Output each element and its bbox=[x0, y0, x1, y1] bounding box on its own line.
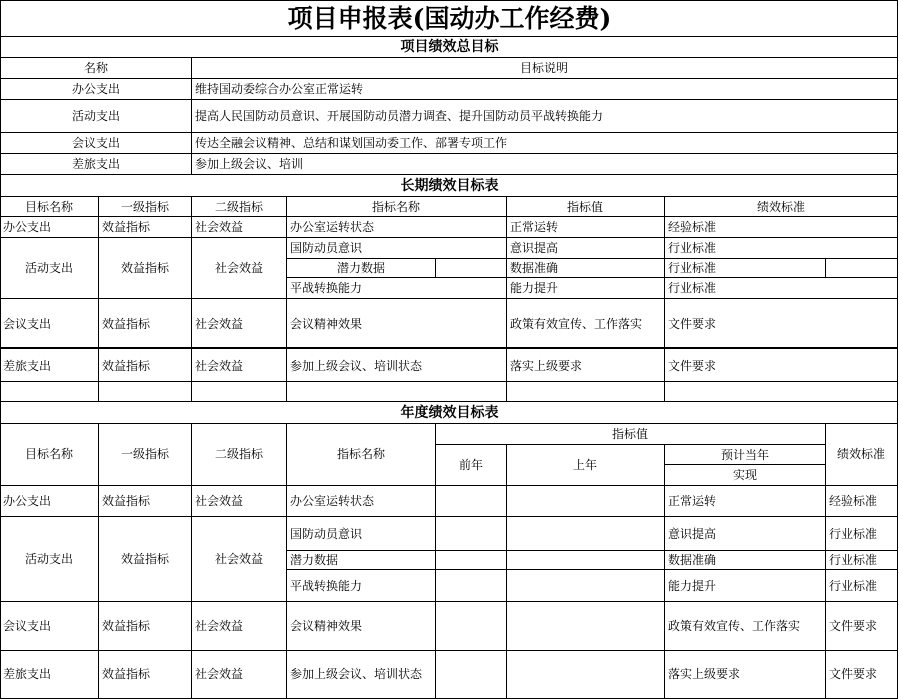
column-header: 绩效标准 bbox=[836, 447, 886, 461]
column-header: 实现 bbox=[732, 468, 758, 482]
table-cell: 行业标准 bbox=[668, 261, 717, 275]
table-cell: 数据准确 bbox=[510, 261, 559, 275]
table-cell: 办公支出 bbox=[3, 220, 52, 234]
column-header: 二级指标 bbox=[214, 447, 264, 461]
table-cell: 经验标准 bbox=[829, 494, 878, 508]
table-cell: 会议支出 bbox=[71, 136, 121, 150]
table-cell: 意识提高 bbox=[668, 527, 717, 541]
column-header: 指标值 bbox=[611, 427, 649, 441]
table-cell: 潜力数据 bbox=[290, 553, 339, 567]
table-cell: 国防动员意识 bbox=[290, 241, 363, 255]
table-cell: 平战转换能力 bbox=[290, 579, 363, 593]
table-cell: 效益指标 bbox=[120, 552, 170, 566]
section-title-annual: 年度绩效目标表 bbox=[400, 405, 499, 421]
table-cell: 能力提升 bbox=[668, 579, 717, 593]
table-cell: 政策有效宣传、工作落实 bbox=[510, 317, 643, 331]
table-cell: 社会效益 bbox=[195, 317, 244, 331]
column-header: 二级指标 bbox=[214, 200, 264, 214]
table-cell: 活动支出 bbox=[24, 552, 74, 566]
column-header: 目标名称 bbox=[24, 200, 74, 214]
section-title-overall: 项目绩效总目标 bbox=[400, 39, 499, 55]
table-cell: 政策有效宣传、工作落实 bbox=[668, 619, 801, 633]
table-cell: 办公室运转状态 bbox=[290, 220, 375, 234]
table-cell: 社会效益 bbox=[214, 261, 264, 275]
table-cell: 国防动员意识 bbox=[290, 527, 363, 541]
column-header: 前年 bbox=[458, 458, 484, 472]
table-cell: 数据准确 bbox=[668, 553, 717, 567]
column-header: 预计当年 bbox=[720, 448, 770, 462]
table-cell: 维持国动委综合办公室正常运转 bbox=[195, 82, 364, 96]
table-cell: 差旅支出 bbox=[3, 359, 52, 373]
table-cell: 社会效益 bbox=[195, 220, 244, 234]
table-cell: 行业标准 bbox=[668, 241, 717, 255]
table-cell: 提高人民国防动员意识、开展国防动员潜力调查、提升国防动员平战转换能力 bbox=[195, 109, 604, 123]
column-header: 一级指标 bbox=[120, 447, 170, 461]
column-header: 一级指标 bbox=[120, 200, 170, 214]
table-cell: 会议精神效果 bbox=[290, 619, 363, 633]
table-cell: 差旅支出 bbox=[71, 157, 121, 171]
table-cell: 参加上级会议、培训状态 bbox=[290, 667, 423, 681]
table-cell: 会议精神效果 bbox=[290, 317, 363, 331]
table-cell: 经验标准 bbox=[668, 220, 717, 234]
page-title: 项目申报表(国动办工作经费) bbox=[287, 4, 612, 33]
table-cell: 落实上级要求 bbox=[668, 667, 741, 681]
table-cell: 文件要求 bbox=[668, 317, 717, 331]
column-header: 目标说明 bbox=[519, 61, 569, 75]
table-cell: 办公室运转状态 bbox=[290, 494, 375, 508]
table-cell: 效益指标 bbox=[102, 317, 151, 331]
table-cell: 活动支出 bbox=[71, 109, 121, 123]
table-cell: 效益指标 bbox=[120, 261, 170, 275]
table-cell: 行业标准 bbox=[829, 553, 878, 567]
table-cell: 行业标准 bbox=[829, 527, 878, 541]
table-cell: 能力提升 bbox=[510, 281, 559, 295]
column-header: 指标名称 bbox=[371, 200, 421, 214]
table-cell: 会议支出 bbox=[3, 619, 52, 633]
column-header: 目标名称 bbox=[24, 447, 74, 461]
table-cell: 行业标准 bbox=[668, 281, 717, 295]
table-cell: 差旅支出 bbox=[3, 667, 52, 681]
table-cell: 正常运转 bbox=[510, 220, 559, 234]
table-cell: 平战转换能力 bbox=[290, 281, 363, 295]
table-cell: 社会效益 bbox=[195, 619, 244, 633]
column-header: 名称 bbox=[83, 61, 109, 75]
table-cell: 社会效益 bbox=[195, 494, 244, 508]
table-cell: 参加上级会议、培训状态 bbox=[290, 359, 423, 373]
table-cell: 办公支出 bbox=[3, 494, 52, 508]
table-cell: 效益指标 bbox=[102, 667, 151, 681]
table-cell: 潜力数据 bbox=[336, 261, 386, 275]
table-cell: 社会效益 bbox=[195, 667, 244, 681]
column-header: 绩效标准 bbox=[756, 200, 806, 214]
table-cell: 办公支出 bbox=[71, 82, 121, 96]
table-cell: 活动支出 bbox=[24, 261, 74, 275]
table-cell: 文件要求 bbox=[829, 667, 878, 681]
column-header: 指标值 bbox=[566, 200, 604, 214]
table-cell: 效益指标 bbox=[102, 220, 151, 234]
table-cell: 行业标准 bbox=[829, 579, 878, 593]
table-cell: 社会效益 bbox=[214, 552, 264, 566]
table-cell: 文件要求 bbox=[668, 359, 717, 373]
table-cell: 社会效益 bbox=[195, 359, 244, 373]
table-cell: 文件要求 bbox=[829, 619, 878, 633]
table-cell: 参加上级会议、培训 bbox=[195, 157, 304, 171]
column-header: 上年 bbox=[572, 458, 598, 472]
table-cell: 意识提高 bbox=[510, 241, 559, 255]
column-header: 指标名称 bbox=[336, 447, 386, 461]
table-cell: 效益指标 bbox=[102, 619, 151, 633]
table-cell: 效益指标 bbox=[102, 359, 151, 373]
table-cell: 效益指标 bbox=[102, 494, 151, 508]
table-cell: 会议支出 bbox=[3, 317, 52, 331]
section-title-long: 长期绩效目标表 bbox=[400, 178, 499, 194]
table-cell: 落实上级要求 bbox=[510, 359, 583, 373]
table-cell: 传达全融会议精神、总结和谋划国动委工作、部署专项工作 bbox=[195, 136, 508, 150]
table-cell: 正常运转 bbox=[668, 494, 717, 508]
